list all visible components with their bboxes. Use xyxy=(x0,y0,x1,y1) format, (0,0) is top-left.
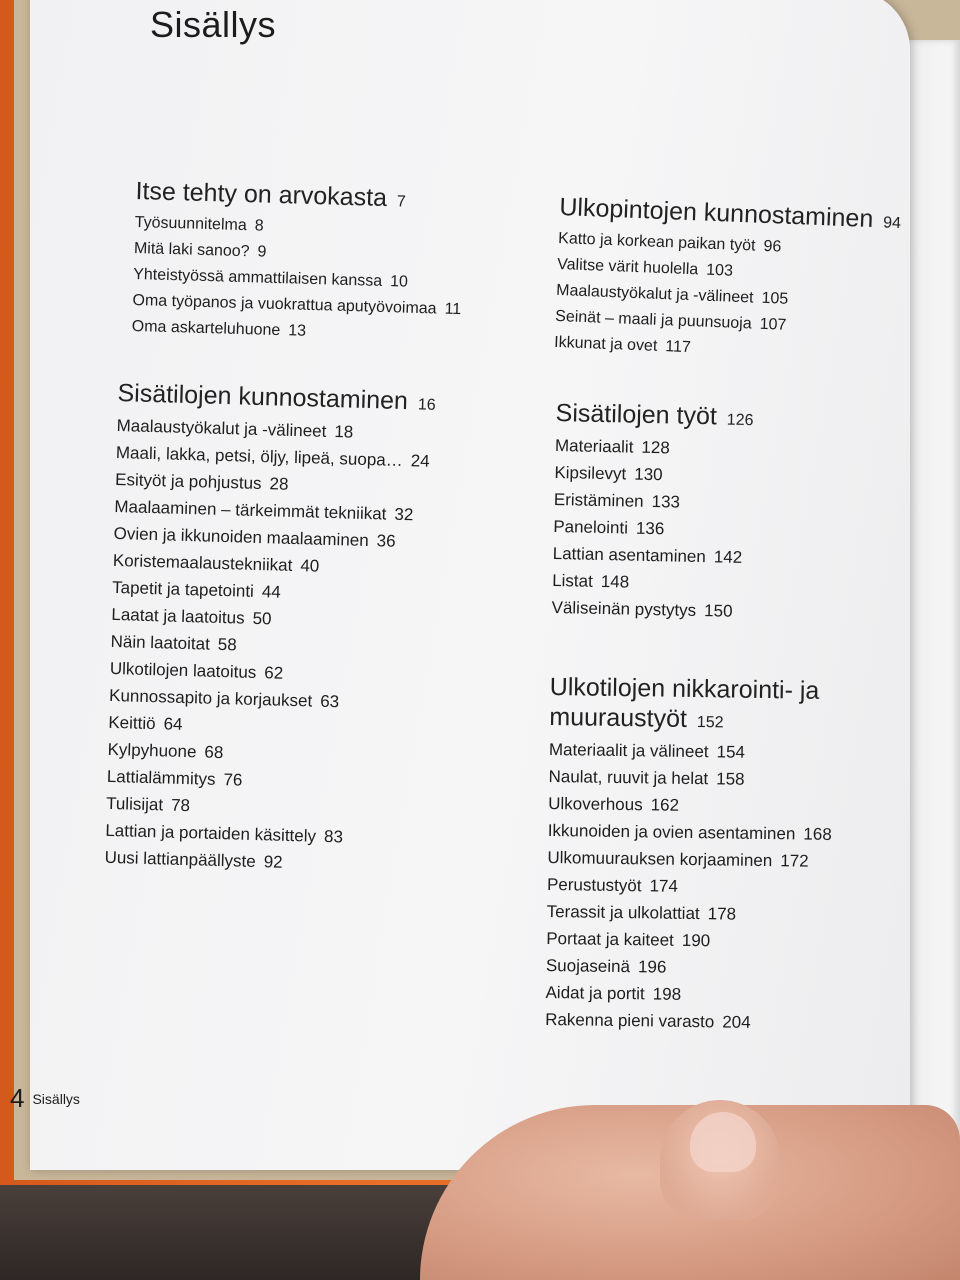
toc-entry-title: Valitse värit huolella xyxy=(556,255,699,279)
section-page: 126 xyxy=(726,411,754,430)
toc-entry-title: Suojaseinä xyxy=(545,955,631,977)
toc-entry-page: 63 xyxy=(319,691,340,712)
page-number: 4 xyxy=(10,1083,25,1113)
toc-entry-title: Tulisijat xyxy=(105,793,164,815)
toc-entry xyxy=(554,459,752,490)
toc-entry-title: Maalaustyökalut ja -välineet xyxy=(555,281,754,307)
toc-entry-page: 162 xyxy=(650,795,680,815)
toc-entry xyxy=(545,979,845,1010)
section-heading xyxy=(555,398,754,436)
toc-entry-title: Ulkomuurauksen korjaaminen xyxy=(547,847,773,871)
toc-entry xyxy=(554,486,752,517)
toc-entry-title: Laatat ja laatoitus xyxy=(111,604,245,628)
toc-entry-page: 18 xyxy=(334,422,354,442)
toc-entry-page: 136 xyxy=(635,518,665,539)
toc-entry xyxy=(547,844,847,875)
toc-entry-page: 128 xyxy=(641,437,670,458)
toc-entry-title: Ulkotilojen laatoitus xyxy=(109,658,257,682)
toc-entry-title: Kylpyhuone xyxy=(107,739,197,762)
toc-entry-page: 117 xyxy=(664,338,692,357)
toc-entry xyxy=(549,736,849,767)
toc-entry-title: Lattian ja portaiden käsittely xyxy=(105,820,317,846)
toc-entry-title: Lattian asentaminen xyxy=(552,543,707,567)
toc-entry-page: 204 xyxy=(722,1012,751,1032)
section-title: Sisätilojen kunnostaminen xyxy=(117,378,409,416)
toc-entry-page: 92 xyxy=(263,852,283,872)
toc-entry-title: Aidat ja portit xyxy=(545,982,645,1004)
toc-entry xyxy=(552,540,750,571)
toc-entry-page: 9 xyxy=(257,243,267,261)
toc-entry-page: 58 xyxy=(217,634,238,655)
toc-entry-title: Työsuunnitelma xyxy=(134,213,247,235)
toc-entry xyxy=(546,898,846,929)
toc-entry-title: Katto ja korkean paikan työt xyxy=(557,229,756,255)
toc-entry-page: 8 xyxy=(254,217,264,235)
toc-entry-page: 172 xyxy=(780,851,809,871)
toc-entry-title: Naulat, ruuvit ja helat xyxy=(548,766,709,789)
toc-entry-page: 10 xyxy=(389,273,409,291)
toc-entry xyxy=(545,1006,845,1037)
toc-entry-title: Näin laatoitat xyxy=(110,631,211,654)
toc-section-ulkopintojen-kunnostaminen xyxy=(554,192,902,369)
toc-entry-page: 142 xyxy=(713,547,743,567)
toc-entry-title: Ikkunat ja ovet xyxy=(553,333,658,355)
footer-label: Sisällys xyxy=(32,1091,80,1107)
toc-entry xyxy=(548,763,848,794)
toc-entry-page: 28 xyxy=(269,474,289,494)
toc-entry-title: Yhteistyössä ammattilaisen kanssa xyxy=(133,265,383,290)
section-page: 7 xyxy=(396,193,407,211)
toc-entry-title: Panelointi xyxy=(553,516,629,538)
toc-entry-page: 13 xyxy=(288,322,307,340)
toc-entry-title: Rakenna pieni varasto xyxy=(545,1009,715,1032)
toc-entry-title: Koristemaalaustekniikat xyxy=(112,550,293,575)
toc-entry-title: Ovien ja ikkunoiden maalaaminen xyxy=(113,523,369,551)
toc-entry-title: Maali, lakka, petsi, öljy, lipeä, suopa… xyxy=(115,442,404,470)
toc-entry-page: 96 xyxy=(763,237,782,256)
section-title: Ulkotilojen nikkarointi- ja muuraustyöt xyxy=(549,672,820,733)
toc-entry-title: Esityöt ja pohjustus xyxy=(114,469,262,494)
toc-entry-title: Materiaalit ja välineet xyxy=(548,739,709,762)
toc-entry xyxy=(548,790,848,821)
toc-entry-page: 133 xyxy=(651,492,681,512)
toc-entry-title: Uusi lattianpäällyste xyxy=(104,847,257,872)
section-page: 94 xyxy=(882,214,902,233)
section-heading xyxy=(549,672,850,740)
toc-entry-title: Ulkoverhous xyxy=(548,793,643,815)
toc-entry-page: 158 xyxy=(716,769,745,789)
toc-entry-title: Tapetit ja tapetointi xyxy=(111,577,255,601)
toc-entry-title: Kipsilevyt xyxy=(554,462,627,484)
toc-entry-page: 190 xyxy=(681,930,711,951)
toc-entry xyxy=(555,432,753,463)
toc-section-sisatilojen-tyot xyxy=(551,398,754,625)
toc-entry-title: Väliseinän pystytys xyxy=(551,597,697,620)
toc-entry-title: Lattialämmitys xyxy=(106,766,216,789)
toc-entry-title: Terassit ja ulkolattiat xyxy=(546,901,700,924)
toc-section-itse-tehty xyxy=(131,176,464,349)
toc-entry-page: 24 xyxy=(410,451,430,471)
toc-entry xyxy=(553,513,751,544)
page-footer xyxy=(10,1083,80,1114)
toc-entry xyxy=(551,594,749,625)
toc-entry-page: 105 xyxy=(761,289,789,308)
section-title: Sisätilojen työt xyxy=(555,398,718,431)
toc-entry xyxy=(546,925,846,956)
toc-entry-page: 36 xyxy=(376,531,396,551)
toc-entry-page: 40 xyxy=(300,556,320,576)
toc-entry-title: Seinät – maali ja puunsuoja xyxy=(554,307,752,333)
toc-entry-page: 168 xyxy=(803,824,832,844)
toc-entry-title: Eristäminen xyxy=(553,489,644,511)
toc-entry-page: 32 xyxy=(394,504,414,525)
toc-entry-title: Keittiö xyxy=(108,712,156,734)
section-title: Ulkopintojen kunnostaminen xyxy=(558,192,874,234)
toc-entry xyxy=(547,871,847,902)
toc-entry-page: 150 xyxy=(703,601,733,621)
toc-section-sisatilojen-kunnostaminen xyxy=(104,378,436,880)
toc-entry-title: Portaat ja kaiteet xyxy=(546,928,674,950)
toc-entry-title: Ikkunoiden ja ovien asentaminen xyxy=(547,820,796,844)
toc-entry-page: 76 xyxy=(223,770,243,790)
toc-entry-page: 103 xyxy=(705,261,734,280)
section-page: 16 xyxy=(417,396,436,414)
toc-entry-page: 154 xyxy=(716,742,746,762)
page-title: Sisällys xyxy=(150,4,277,45)
toc-entry-page: 148 xyxy=(600,571,630,592)
toc-entry-title: Kunnossapito ja korjaukset xyxy=(108,685,313,711)
toc-entry-page: 50 xyxy=(252,608,272,629)
toc-entry-page: 107 xyxy=(759,315,787,334)
toc-entry-page: 44 xyxy=(261,582,282,602)
toc-entry xyxy=(548,817,848,848)
toc-entry-page: 64 xyxy=(163,714,183,734)
toc-entry-page: 11 xyxy=(444,300,462,319)
toc-entry-page: 178 xyxy=(707,904,737,924)
toc-entry-page: 83 xyxy=(323,826,344,847)
toc-entry-title: Mitä laki sanoo? xyxy=(133,239,250,261)
toc-entry-title: Materiaalit xyxy=(554,435,634,457)
toc-entry-page: 78 xyxy=(170,795,191,816)
toc-entry-title: Oma työpanos ja vuokrattua aputyövoimaa xyxy=(132,291,437,318)
toc-entry-title: Perustustyöt xyxy=(546,874,642,896)
toc-entry-page: 130 xyxy=(634,464,663,485)
toc-entry xyxy=(552,567,750,598)
toc-entry-page: 198 xyxy=(652,984,682,1004)
toc-entry-page: 62 xyxy=(264,663,284,683)
toc-entry-title: Maalaustyökalut ja -välineet xyxy=(116,415,327,441)
toc-entry-page: 68 xyxy=(204,742,224,763)
toc-section-ulkotilojen-nikkarointi xyxy=(545,672,850,1037)
toc-entry-page: 174 xyxy=(649,876,679,896)
toc-entry-title: Oma askarteluhuone xyxy=(131,317,281,340)
toc-entry-title: Maalaaminen – tärkeimmät tekniikat xyxy=(114,496,387,524)
section-title: Itse tehty on arvokasta xyxy=(135,176,388,213)
toc-entry-page: 196 xyxy=(637,957,667,977)
toc-entry xyxy=(546,952,846,983)
section-page: 152 xyxy=(696,714,724,732)
toc-entry-title: Listat xyxy=(551,570,594,591)
